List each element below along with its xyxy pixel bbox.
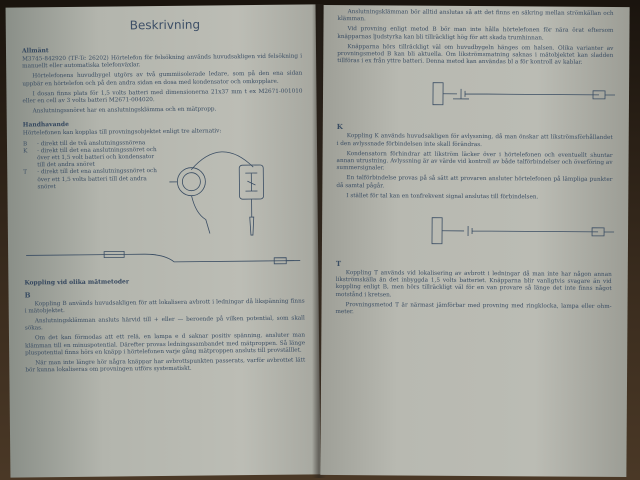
intro-paragraph: Vid provning enligt metod B bör man inte hålla hörtelefonen för nära örat eftersom knäpparnas ljudstyrka kan bli tillräckligt hög för att skada trumhinnan.: [337, 26, 614, 42]
alternative-text: - direkt till det ena anslutningssnöret och över ett 1,5 volts batteri till det andra snöret: [37, 168, 157, 191]
left-page: [6, 4, 321, 477]
intro-paragraph: Anslutningsklämman bör alltid anslutas så att det finns en säkring mellan strömkällan och klämman.: [337, 9, 614, 23]
alternative-text: - direkt till det ena anslutningssnöret och över ett 1,5 volt batteri och kondensator till det andra snöret: [37, 146, 157, 169]
allmant-paragraph: Anslutningssnöret har en anslutningsklämma och en mätpropp.: [32, 106, 217, 115]
k-paragraph: En talförbindelse provas på så sätt att provaren ansluter hörtelefonen på lämpliga punkter då samtal pågår.: [336, 175, 613, 190]
t-label: T: [335, 259, 342, 269]
probe-diagram-t: [336, 211, 616, 253]
allmant-heading: Allmänt: [21, 47, 49, 55]
koppling-paragraph: Koppling B används huvudsakligen för att lokalisera avbrott i ledningar då likspänning finns i mätobjektet.: [24, 298, 305, 315]
alternative-key: K: [23, 148, 28, 155]
headset-diagram: [161, 138, 292, 239]
alternative-key: B: [22, 141, 28, 148]
alternative-key: T: [23, 169, 28, 176]
alternatives-list: [23, 140, 162, 241]
k-label: K: [336, 122, 343, 132]
right-page-content: [335, 9, 613, 321]
probe-diagram-b: [24, 246, 304, 271]
k-paragraph: Koppling K används huvudsakligen för avlyssning, då man önskar att likströmsförhållandet i den avlyssnade förbindelsen inte skall förändras.: [336, 133, 613, 148]
alternatives-row: [23, 138, 304, 241]
allmant-paragraph: M3745-842920 (TF-Tc 26202) Hörtelefon för felsökning används huvudsakligen vid felsökning i manuellt eller automatiska telefonväxlar.: [22, 53, 303, 70]
alternative-item: [23, 147, 161, 170]
koppling-paragraph: Om det kan förmodas att ett relä, en lampa e d saknar positiv spänning, ansluter man klämman till en minuspotential. Därefter provas ledningssambandet med mätproppen. Så länge pluspotential finns hörs en knäpp i hörtelefonen varje gång mätproppen ansluts till provställlet.: [25, 332, 306, 357]
handhavande-intro: Hörtelefonen kan kopplas till provningsobjektet enligt tre alternativ:: [22, 128, 222, 137]
probe-diagram-k: [337, 74, 617, 116]
t-paragraph: Provningsmetod T är närmast jämförbar med provning med ringklocka, lampa eller ohm-meter.: [335, 301, 612, 316]
t-paragraph: Koppling T används vid lokalisering av avbrott i ledningar då man inte har någon annan likströmskälla än det inbyggda 1,5 volts batteriet. Knäpparna blir vanligtvis svagare än vid koppling enligt B, men hörs tillräckligt väl för en van provare så länge det inte finns något motstånd i kretsen.: [335, 270, 612, 299]
left-page-content: [22, 13, 306, 378]
allmant-paragraph: I dosan finns plats för 1,5 volts batteri med dimensionerna 21x37 mm t ex M2671-001010 eller en cell av 3 volts batteri M2671-004020.: [22, 88, 303, 105]
allmant-paragraph: Hörtelefonens huvudbygel utgörs av två gummiisolerade ledare, som på den ena sidan uppbär en hörtelefon och på den andra sidan en dosa med kondensator och omkopplare.: [22, 70, 303, 88]
alternative-item: [23, 168, 161, 191]
koppling-label: B: [24, 290, 31, 300]
alternative-text: - direkt till de två anslutningssnörena: [36, 139, 146, 147]
right-page: [320, 5, 629, 477]
koppling-heading: Koppling vid olika mätmetoder: [24, 277, 130, 287]
page-title: Beskrivning: [129, 17, 201, 33]
intro-paragraph: Knäpparna hörs tillräckligt väl om huvudbygeln hänges om halsen. Olika varianter av provningsmetod B kan bli aktuella. Om likströmsmatning saknas i mätobjektet kan sladden tillföras i ex från yttre batteri. Denna metod kan användas bl a för kontroll av kablar.: [337, 43, 614, 66]
koppling-paragraph: När man inte längre hör några knäppar har avbrottspunkten passerats, varför avbrottet lätt bör kunna lokaliseras om provningen utförs systematiskt.: [25, 357, 306, 374]
k-paragraph: I stället för tal kan en tonfrekvent signal anslutas till förbindelsen.: [346, 192, 539, 201]
handhavande-heading: Handhavande: [22, 121, 69, 129]
k-paragraph: Kondensatorn förhindrar att likström läcker över i hörtelefonen och eventuellt shuntar annan utrustning. Avlyssning är av värde vid kontroll av både talförbindelser och överföring av summersignaler.: [336, 150, 613, 172]
koppling-paragraph: Anslutningsklämman ansluts härvid till + eller — beroende på vilken potential, som skall sökas.: [24, 315, 305, 332]
